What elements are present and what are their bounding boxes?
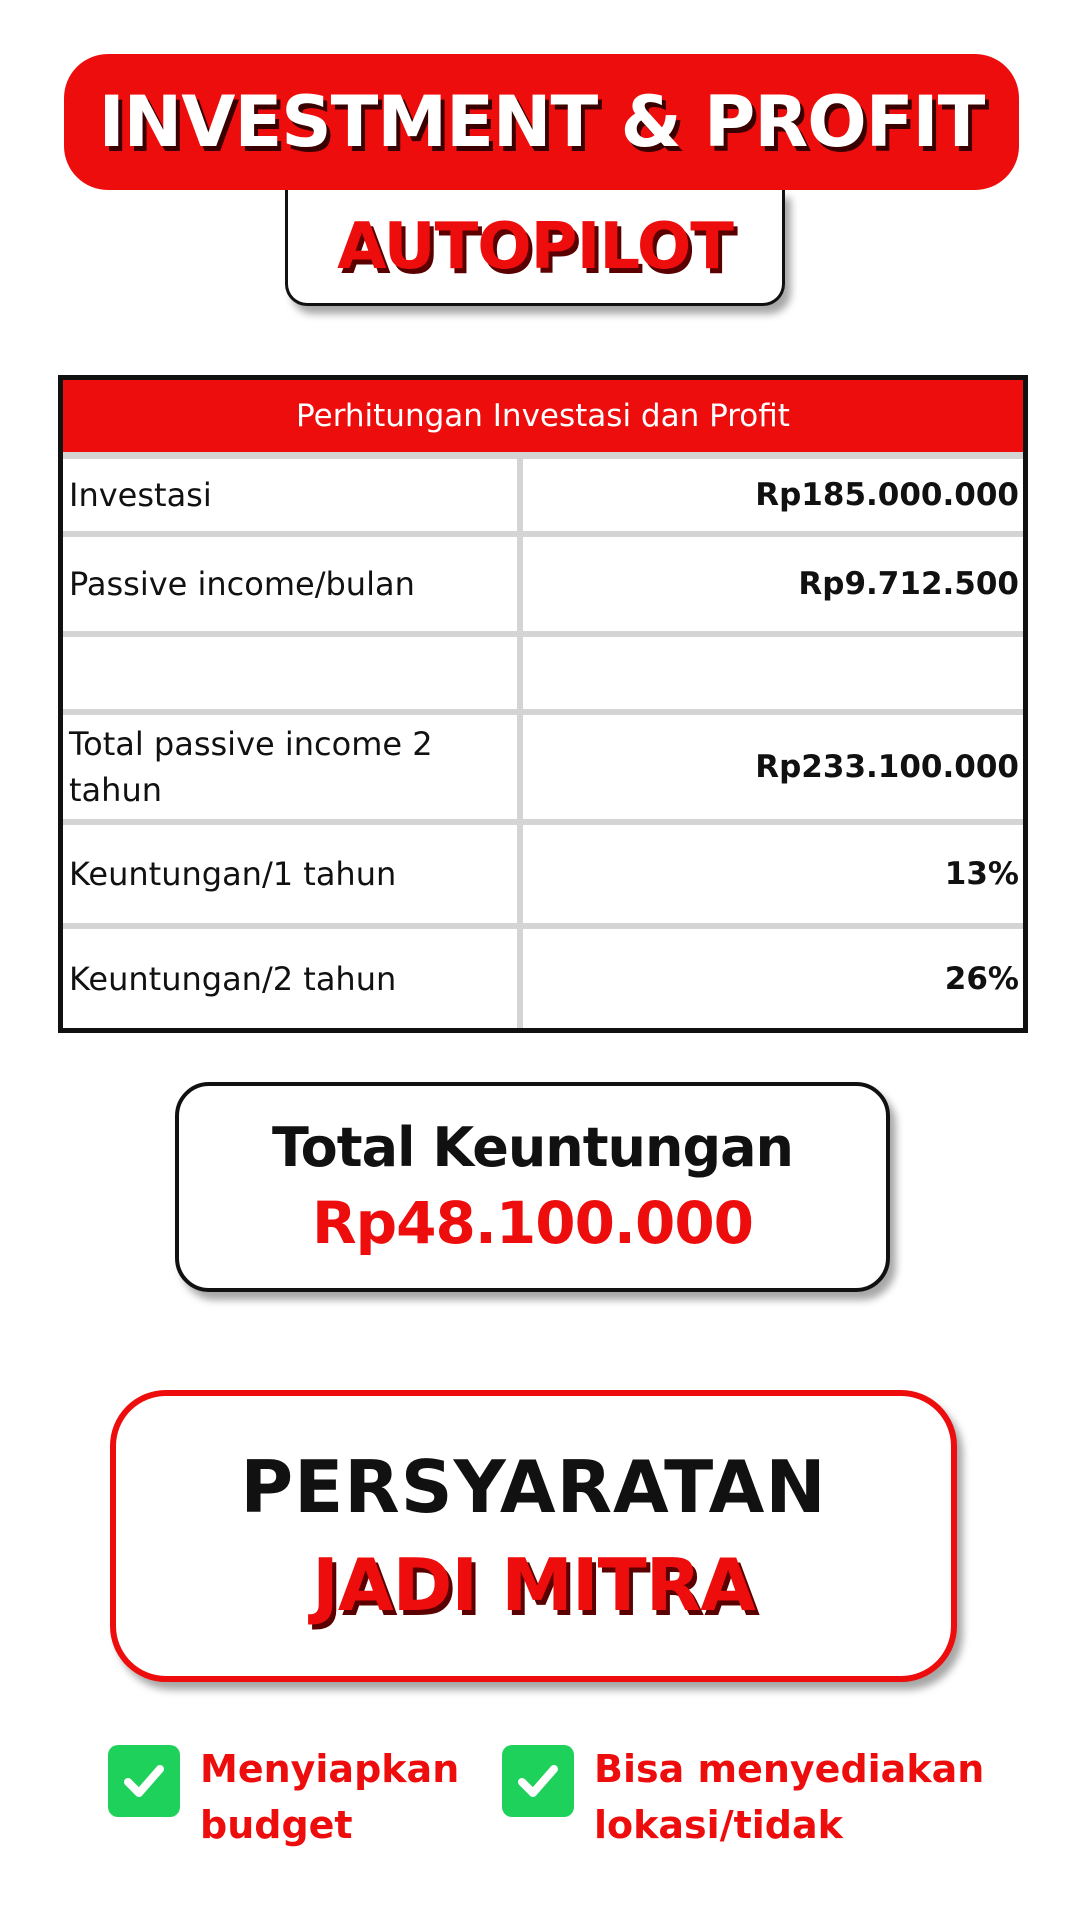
row-label: Passive income/bulan	[63, 537, 523, 631]
row-label: Investasi	[63, 459, 523, 531]
checklist-text-line: Menyiapkan	[200, 1747, 460, 1791]
checklist-text	[594, 1741, 984, 1853]
check-icon	[502, 1745, 574, 1817]
page-subtitle: AUTOPILOT	[337, 209, 733, 284]
row-value: 26%	[944, 960, 1019, 997]
requirements-card	[110, 1390, 957, 1682]
total-profit-label: Total Keuntungan	[272, 1116, 793, 1179]
row-value: 13%	[944, 856, 1019, 892]
row-value	[523, 637, 1023, 709]
page-title: INVESTMENT & PROFIT	[98, 81, 985, 163]
table-row	[63, 825, 1023, 929]
table-row	[63, 459, 1023, 537]
checklist-text-line: budget	[200, 1803, 353, 1847]
row-value: Rp9.712.500	[798, 566, 1019, 602]
checklist-text	[200, 1741, 459, 1853]
subtitle-banner	[285, 190, 785, 306]
row-value: Rp185.000.000	[755, 477, 1019, 513]
requirements-title: PERSYARATAN	[240, 1445, 827, 1529]
row-label: Keuntungan/1 tahun	[63, 825, 523, 923]
checklist-text-line: Bisa menyediakan	[594, 1747, 985, 1791]
row-label: Keuntungan/2 tahun	[63, 929, 523, 1028]
checklist-item-location	[502, 1745, 984, 1853]
row-label	[63, 637, 523, 709]
table-row	[63, 537, 1023, 637]
row-label: Total passive income 2 tahun	[63, 715, 523, 819]
check-icon	[108, 1745, 180, 1817]
table-row	[63, 929, 1023, 1028]
total-profit-value: Rp48.100.000	[311, 1189, 754, 1257]
checklist-item-budget	[108, 1745, 459, 1853]
table-header: Perhitungan Investasi dan Profit	[63, 380, 1023, 459]
total-profit-card	[175, 1082, 890, 1292]
table-row-empty	[63, 637, 1023, 715]
row-value: Rp233.100.000	[755, 749, 1019, 785]
investment-table	[58, 375, 1028, 1033]
checklist-text-line: lokasi/tidak	[594, 1803, 843, 1847]
title-banner	[64, 54, 1019, 190]
requirements-subtitle: JADI MITRA	[312, 1543, 755, 1627]
table-row	[63, 715, 1023, 825]
